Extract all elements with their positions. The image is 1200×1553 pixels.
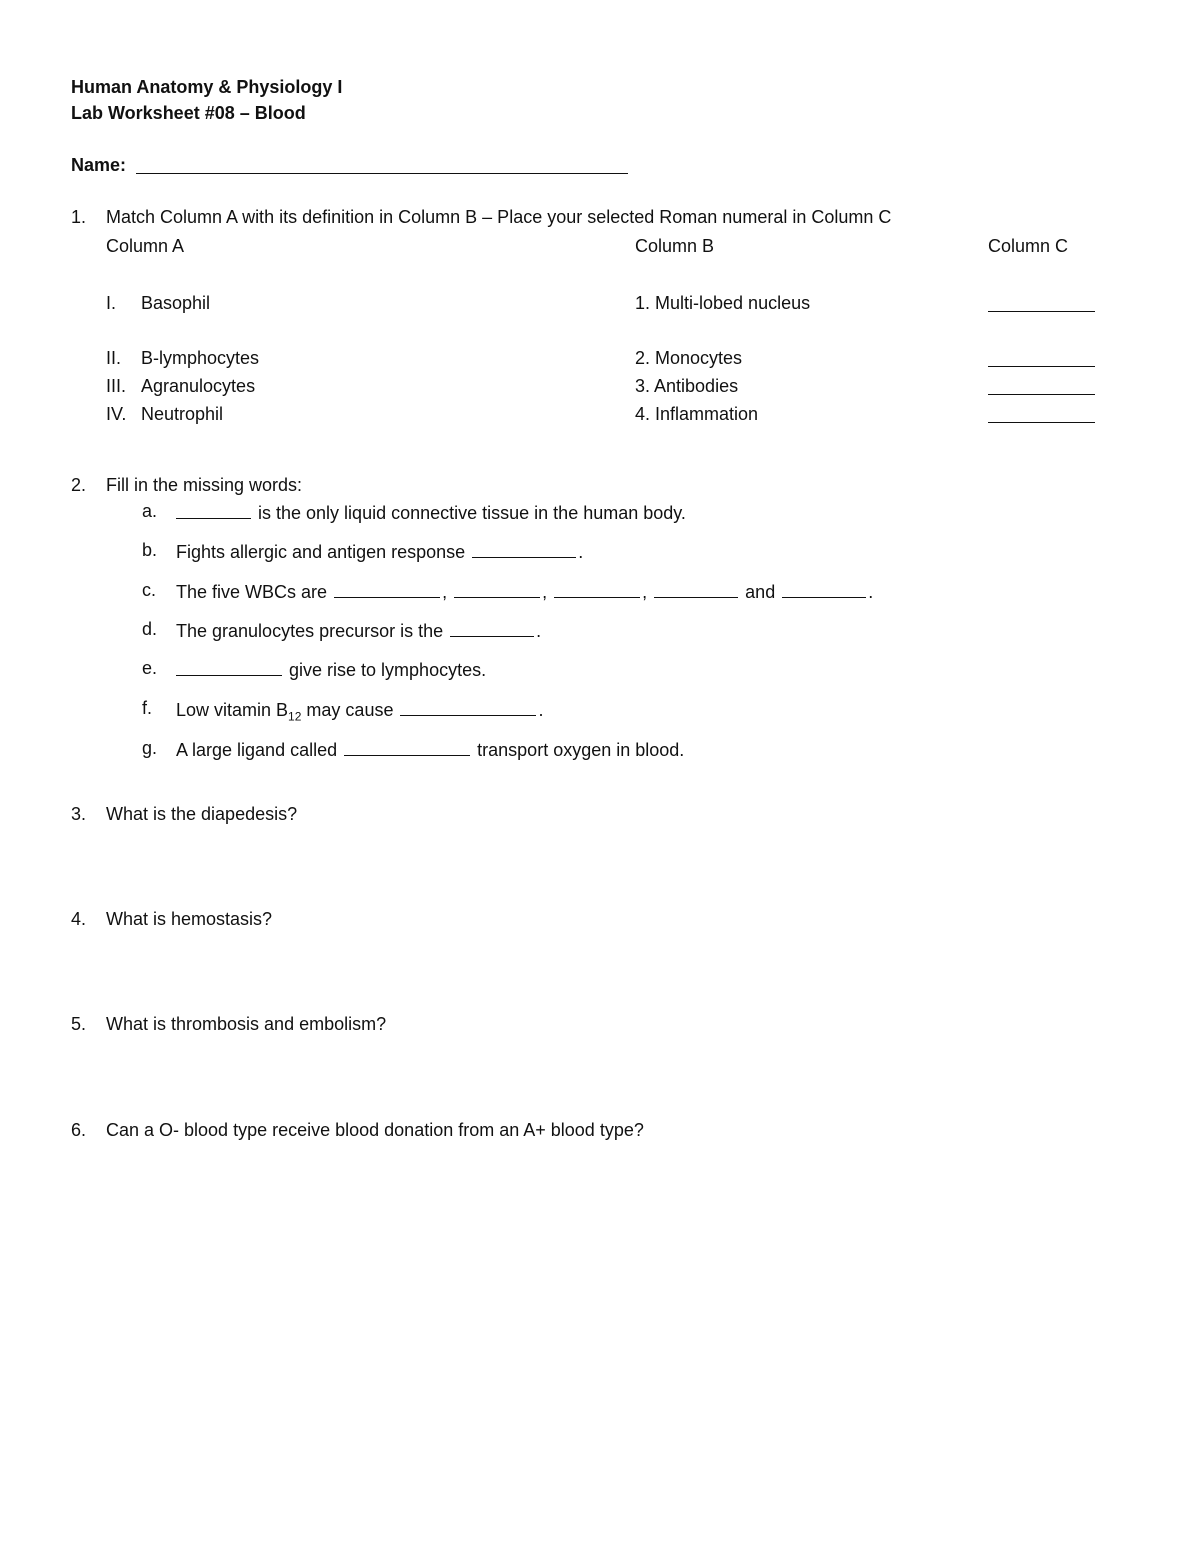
item-text: Fights allergic and antigen response [176, 542, 466, 562]
item-text: . [578, 542, 584, 562]
column-b-item: 3. Antibodies [635, 376, 739, 396]
item-text: , [642, 582, 648, 602]
column-b-item: 2. Monocytes [635, 348, 743, 368]
row-roman: II. [106, 348, 122, 368]
item-text: . [868, 582, 874, 602]
item-letter: g. [142, 738, 158, 758]
column-a-item: Agranulocytes [141, 376, 256, 396]
question-number: 4. [71, 909, 87, 929]
question-number: 6. [71, 1120, 87, 1140]
question-text: Can a O- blood type receive blood donation from an A+ blood type? [106, 1120, 644, 1140]
q1-text: Match Column A with its definition in Column B – Place your selected Roman numeral in Column C [106, 207, 892, 227]
answer-blank[interactable] [334, 581, 440, 598]
item-text: A large ligand called [176, 740, 338, 760]
item-text: transport oxygen in blood. [477, 740, 685, 760]
item-text: give rise to lymphocytes. [289, 660, 487, 680]
name-field[interactable] [136, 173, 628, 174]
answer-blank[interactable] [176, 659, 282, 676]
answer-blank[interactable] [554, 581, 640, 598]
column-a-header: Column A [106, 236, 185, 256]
column-b-item: 4. Inflammation [635, 404, 759, 424]
fill-in-item-b [176, 541, 583, 561]
column-b-header: Column B [635, 236, 715, 256]
row-roman: I. [106, 293, 117, 313]
course-title: Human Anatomy & Physiology I [71, 77, 343, 97]
item-text: The five WBCs are [176, 582, 328, 602]
column-c-header: Column C [988, 236, 1069, 256]
item-letter: f. [142, 698, 153, 718]
item-letter: d. [142, 619, 158, 639]
question-text: What is the diapedesis? [106, 804, 298, 824]
q1-number: 1. [71, 207, 87, 227]
fill-in-item-c [176, 581, 873, 601]
item-letter: e. [142, 658, 158, 678]
column-c-answer-field[interactable] [988, 311, 1095, 312]
answer-blank[interactable] [400, 699, 536, 716]
fill-in-item-f [176, 699, 544, 723]
question-number: 5. [71, 1014, 87, 1034]
name-label: Name: [71, 155, 127, 175]
row-roman: III. [106, 376, 127, 396]
fill-in-item-a [176, 502, 686, 522]
question-number: 3. [71, 804, 87, 824]
row-roman: IV. [106, 404, 127, 424]
column-a-item: B-lymphocytes [141, 348, 260, 368]
question-text: What is thrombosis and embolism? [106, 1014, 387, 1034]
q2-text: Fill in the missing words: [106, 475, 303, 495]
item-letter: c. [142, 580, 157, 600]
answer-blank[interactable] [344, 739, 470, 756]
item-text: may cause [306, 700, 394, 720]
answer-blank[interactable] [472, 541, 576, 558]
answer-blank[interactable] [176, 502, 251, 519]
answer-blank[interactable] [654, 581, 738, 598]
fill-in-item-g [176, 739, 684, 759]
item-text: Low vitamin B [176, 700, 289, 720]
fill-in-item-d [176, 620, 541, 640]
column-c-answer-field[interactable] [988, 366, 1095, 367]
subscript: 12 [288, 709, 302, 724]
worksheet-title: Lab Worksheet #08 – Blood [71, 103, 306, 123]
column-a-item: Neutrophil [141, 404, 224, 424]
item-text: is the only liquid connective tissue in the human body. [258, 503, 686, 523]
item-text: The granulocytes precursor is the [176, 621, 444, 641]
item-text: , [442, 582, 448, 602]
item-text: . [536, 621, 542, 641]
question-text: What is hemostasis? [106, 909, 273, 929]
item-letter: a. [142, 501, 158, 521]
item-text: , [542, 582, 548, 602]
column-c-answer-field[interactable] [988, 422, 1095, 423]
column-a-item: Basophil [141, 293, 211, 313]
column-c-answer-field[interactable] [988, 394, 1095, 395]
item-text: and [745, 582, 776, 602]
item-text: . [538, 700, 544, 720]
column-b-item: 1. Multi-lobed nucleus [635, 293, 811, 313]
answer-blank[interactable] [454, 581, 540, 598]
item-letter: b. [142, 540, 158, 560]
q2-number: 2. [71, 475, 87, 495]
answer-blank[interactable] [782, 581, 866, 598]
answer-blank[interactable] [450, 620, 534, 637]
fill-in-item-e [176, 659, 486, 679]
